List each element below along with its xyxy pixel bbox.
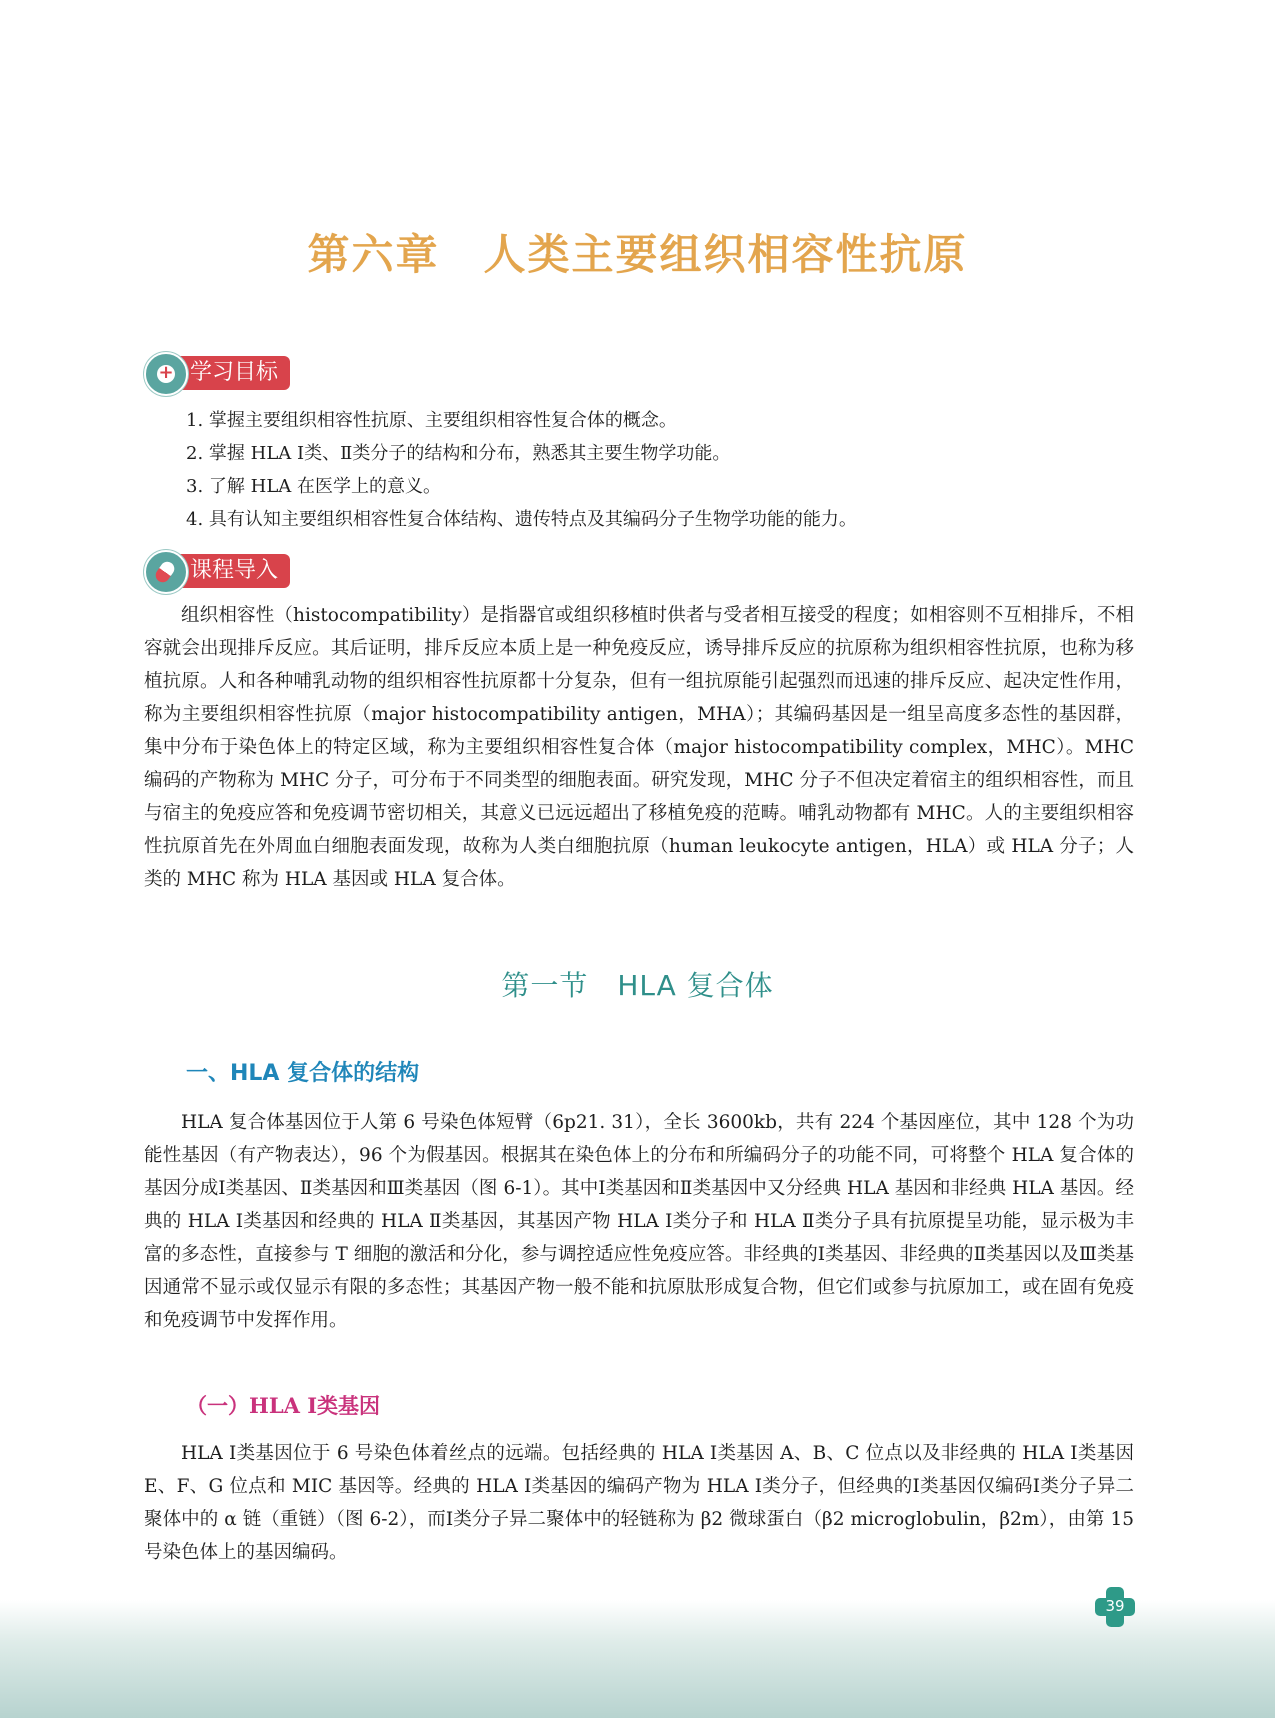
objectives-list xyxy=(186,404,857,536)
medical-cross-icon xyxy=(144,352,188,396)
list-item: 4. 具有认知主要组织相容性复合体结构、遗传特点及其编码分子生物学功能的能力。 xyxy=(186,509,857,530)
page-number-badge xyxy=(1095,1587,1135,1627)
list-item: 1. 掌握主要组织相容性抗原、主要组织相容性复合体的概念。 xyxy=(186,410,677,431)
page-number: 39 xyxy=(1105,1597,1125,1615)
intro-label: 课程导入 xyxy=(170,554,290,588)
objectives-label: 学习目标 xyxy=(170,356,290,390)
section-title: 第一节 HLA 复合体 xyxy=(501,969,774,1002)
pill-icon xyxy=(144,550,188,594)
structure-paragraph: HLA 复合体基因位于人第 6 号染色体短臂（6p21. 31），全长 3600kb，共有 224 个基因座位，其中 128 个为功能性基因（有产物表达），96 个为假基因。根据其在染色体上的分布和所编码分子的功能不同，可将整个 HLA 复合体的基因分成Ⅰ类基因、Ⅱ类基因和Ⅲ类基因（图 6-1）。其中Ⅰ类基因和Ⅱ类基因中又分经典 HLA 基因和非经典 HLA 基因。经典的 HLA Ⅰ类基因和经典的 HLA Ⅱ类基因，其基因产物 HLA Ⅰ类分子和 HLA Ⅱ类分子具有抗原提呈功能，显示极为丰富的多态性，直接参与 T 细胞的激活和分化，参与调控适应性免疫应答。非经典的Ⅰ类基因、非经典的Ⅱ类基因以及Ⅲ类基因通常不显示或仅显示有限的多态性；其基因产物一般不能和抗原肽形成复合物，但它们或参与抗原加工，或在固有免疫和免疫调节中发挥作用。 xyxy=(144,1112,1134,1331)
chapter-title: 第六章 人类主要组织相容性抗原 xyxy=(307,230,968,279)
list-item: 3. 了解 HLA 在医学上的意义。 xyxy=(186,476,441,497)
class1-paragraph: HLA Ⅰ类基因位于 6 号染色体着丝点的远端。包括经典的 HLA Ⅰ类基因 A、B、C 位点以及非经典的 HLA Ⅰ类基因 E、F、G 位点和 MIC 基因等。经典的 HLA Ⅰ类基因的编码产物为 HLA Ⅰ类分子，但经典的Ⅰ类基因仅编码Ⅰ类分子异二聚体中的 α 链（重链）（图 6-2），而Ⅰ类分子异二聚体中的轻链称为 β2 微球蛋白（β2 microglobulin，β2m），由第 15 号染色体上的基因编码。 xyxy=(144,1443,1134,1563)
intro-paragraph: 组织相容性（histocompatibility）是指器官或组织移植时供者与受者相互接受的程度；如相容则不互相排斥，不相容就会出现排斥反应。其后证明，排斥反应本质上是一种免疫反应，诱导排斥反应的抗原称为组织相容性抗原，也称为移植抗原。人和各种哺乳动物的组织相容性抗原都十分复杂，但有一组抗原能引起强烈而迅速的排斥反应、起决定性作用，称为主要组织相容性抗原（major histocompatibility antigen，MHA）；其编码基因是一组呈高度多态性的基因群，集中分布于染色体上的特定区域，称为主要组织相容性复合体（major histocompatibility complex，MHC）。MHC 编码的产物称为 MHC 分子，可分布于不同类型的细胞表面。研究发现，MHC 分子不但决定着宿主的组织相容性，而且与宿主的免疫应答和免疫调节密切相关，其意义已远远超出了移植免疫的范畴。哺乳动物都有 MHC。人的主要组织相容性抗原首先在外周血白细胞表面发现，故称为人类白细胞抗原（human leukocyte antigen，HLA）或 HLA 分子；人类的 MHC 称为 HLA 基因或 HLA 复合体。 xyxy=(144,605,1134,890)
subsubsection-heading: （一）HLA Ⅰ类基因 xyxy=(186,1393,381,1418)
page-bottom-band xyxy=(0,1600,1275,1718)
subsection-heading: 一、HLA 复合体的结构 xyxy=(186,1061,420,1086)
list-item: 2. 掌握 HLA Ⅰ类、Ⅱ类分子的结构和分布，熟悉其主要生物学功能。 xyxy=(186,443,731,464)
